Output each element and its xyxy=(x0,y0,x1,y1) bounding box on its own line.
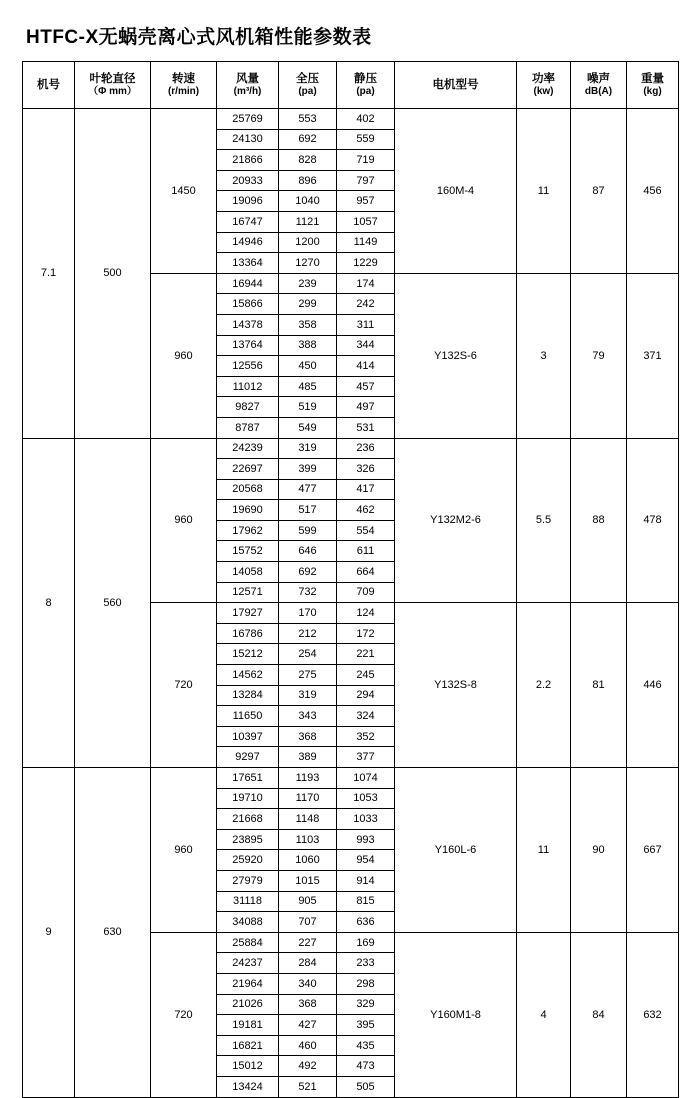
cell-total-pressure: 227 xyxy=(279,932,337,953)
cell-weight: 667 xyxy=(627,768,679,933)
cell-speed: 960 xyxy=(151,438,217,603)
cell-air-volume: 15212 xyxy=(217,644,279,665)
header-static-pressure xyxy=(337,62,395,109)
cell-static-pressure: 311 xyxy=(337,314,395,335)
cell-air-volume: 24130 xyxy=(217,129,279,150)
header-unit: （Φ mm） xyxy=(88,85,137,97)
cell-total-pressure: 692 xyxy=(279,562,337,583)
cell-air-volume: 27979 xyxy=(217,870,279,891)
cell-static-pressure: 324 xyxy=(337,706,395,727)
cell-motor-model: 160M-4 xyxy=(395,109,517,274)
cell-weight: 456 xyxy=(627,109,679,274)
cell-air-volume: 14378 xyxy=(217,314,279,335)
cell-total-pressure: 275 xyxy=(279,665,337,686)
cell-total-pressure: 517 xyxy=(279,500,337,521)
cell-weight: 446 xyxy=(627,603,679,768)
cell-total-pressure: 492 xyxy=(279,1056,337,1077)
cell-static-pressure: 1057 xyxy=(337,211,395,232)
cell-air-volume: 19710 xyxy=(217,788,279,809)
cell-static-pressure: 554 xyxy=(337,520,395,541)
cell-static-pressure: 169 xyxy=(337,932,395,953)
header-unit: (m³/h) xyxy=(233,85,262,97)
header-weight xyxy=(627,62,679,109)
cell-machine-no: 8 xyxy=(23,438,75,768)
cell-impeller-diameter: 630 xyxy=(75,768,151,1098)
header-label: 电机型号 xyxy=(432,78,479,91)
cell-air-volume: 9827 xyxy=(217,397,279,418)
page-title: HTFC-X无蜗壳离心式风机箱性能参数表 xyxy=(26,27,372,48)
cell-static-pressure: 352 xyxy=(337,726,395,747)
header-total-pressure xyxy=(279,62,337,109)
cell-total-pressure: 368 xyxy=(279,994,337,1015)
cell-air-volume: 16821 xyxy=(217,1035,279,1056)
cell-speed: 960 xyxy=(151,768,217,933)
table-row xyxy=(23,438,679,459)
cell-static-pressure: 457 xyxy=(337,376,395,397)
cell-air-volume: 19096 xyxy=(217,191,279,212)
cell-motor-model: Y160M1-8 xyxy=(395,932,517,1097)
cell-static-pressure: 233 xyxy=(337,953,395,974)
cell-air-volume: 13424 xyxy=(217,1076,279,1097)
cell-static-pressure: 414 xyxy=(337,356,395,377)
table-row xyxy=(23,768,679,789)
cell-total-pressure: 1060 xyxy=(279,850,337,871)
cell-total-pressure: 828 xyxy=(279,150,337,171)
cell-air-volume: 16747 xyxy=(217,211,279,232)
cell-power: 11 xyxy=(517,109,571,274)
cell-static-pressure: 954 xyxy=(337,850,395,871)
cell-machine-no: 9 xyxy=(23,768,75,1098)
table-header xyxy=(23,62,679,109)
cell-static-pressure: 435 xyxy=(337,1035,395,1056)
cell-power: 4 xyxy=(517,932,571,1097)
cell-static-pressure: 294 xyxy=(337,685,395,706)
cell-total-pressure: 299 xyxy=(279,294,337,315)
cell-total-pressure: 599 xyxy=(279,520,337,541)
cell-power: 5.5 xyxy=(517,438,571,603)
header-label: 噪声 xyxy=(587,72,610,85)
cell-total-pressure: 399 xyxy=(279,459,337,480)
cell-total-pressure: 340 xyxy=(279,973,337,994)
cell-power: 11 xyxy=(517,768,571,933)
cell-total-pressure: 212 xyxy=(279,623,337,644)
cell-total-pressure: 549 xyxy=(279,417,337,438)
header-unit: (pa) xyxy=(298,85,317,97)
header-unit: (r/min) xyxy=(167,85,200,97)
cell-air-volume: 14058 xyxy=(217,562,279,583)
cell-total-pressure: 1200 xyxy=(279,232,337,253)
cell-static-pressure: 815 xyxy=(337,891,395,912)
cell-total-pressure: 905 xyxy=(279,891,337,912)
cell-air-volume: 21866 xyxy=(217,150,279,171)
cell-static-pressure: 377 xyxy=(337,747,395,768)
cell-air-volume: 20933 xyxy=(217,170,279,191)
cell-static-pressure: 797 xyxy=(337,170,395,191)
cell-static-pressure: 298 xyxy=(337,973,395,994)
cell-air-volume: 22697 xyxy=(217,459,279,480)
cell-air-volume: 14562 xyxy=(217,665,279,686)
header-row xyxy=(23,62,679,109)
cell-air-volume: 24239 xyxy=(217,438,279,459)
cell-static-pressure: 172 xyxy=(337,623,395,644)
cell-static-pressure: 221 xyxy=(337,644,395,665)
cell-total-pressure: 319 xyxy=(279,685,337,706)
cell-total-pressure: 732 xyxy=(279,582,337,603)
cell-weight: 632 xyxy=(627,932,679,1097)
header-label: 功率 xyxy=(532,72,555,85)
cell-total-pressure: 254 xyxy=(279,644,337,665)
cell-air-volume: 17927 xyxy=(217,603,279,624)
cell-static-pressure: 957 xyxy=(337,191,395,212)
cell-air-volume: 13284 xyxy=(217,685,279,706)
cell-air-volume: 8787 xyxy=(217,417,279,438)
cell-static-pressure: 344 xyxy=(337,335,395,356)
cell-air-volume: 13364 xyxy=(217,253,279,274)
cell-speed: 720 xyxy=(151,603,217,768)
cell-static-pressure: 329 xyxy=(337,994,395,1015)
cell-static-pressure: 395 xyxy=(337,1015,395,1036)
cell-noise: 87 xyxy=(571,109,627,274)
cell-static-pressure: 1033 xyxy=(337,809,395,830)
cell-impeller-diameter: 560 xyxy=(75,438,151,768)
cell-total-pressure: 1121 xyxy=(279,211,337,232)
cell-total-pressure: 1193 xyxy=(279,768,337,789)
cell-air-volume: 31118 xyxy=(217,891,279,912)
cell-static-pressure: 719 xyxy=(337,150,395,171)
header-label: 风量 xyxy=(236,72,259,85)
header-unit: (kg) xyxy=(643,85,662,97)
cell-air-volume: 17651 xyxy=(217,768,279,789)
header-speed xyxy=(151,62,217,109)
cell-static-pressure: 236 xyxy=(337,438,395,459)
cell-weight: 478 xyxy=(627,438,679,603)
cell-speed: 1450 xyxy=(151,109,217,274)
cell-total-pressure: 460 xyxy=(279,1035,337,1056)
cell-impeller-diameter: 500 xyxy=(75,109,151,439)
cell-air-volume: 21668 xyxy=(217,809,279,830)
cell-total-pressure: 358 xyxy=(279,314,337,335)
cell-static-pressure: 473 xyxy=(337,1056,395,1077)
header-impeller-diameter xyxy=(75,62,151,109)
cell-static-pressure: 1149 xyxy=(337,232,395,253)
cell-motor-model: Y132S-6 xyxy=(395,273,517,438)
cell-total-pressure: 519 xyxy=(279,397,337,418)
cell-air-volume: 21964 xyxy=(217,973,279,994)
header-label: 静压 xyxy=(354,72,377,85)
cell-air-volume: 25920 xyxy=(217,850,279,871)
cell-static-pressure: 1074 xyxy=(337,768,395,789)
cell-total-pressure: 485 xyxy=(279,376,337,397)
cell-air-volume: 25769 xyxy=(217,109,279,130)
cell-static-pressure: 914 xyxy=(337,870,395,891)
cell-air-volume: 9297 xyxy=(217,747,279,768)
cell-air-volume: 21026 xyxy=(217,994,279,1015)
cell-static-pressure: 611 xyxy=(337,541,395,562)
cell-static-pressure: 664 xyxy=(337,562,395,583)
cell-air-volume: 19181 xyxy=(217,1015,279,1036)
cell-total-pressure: 1015 xyxy=(279,870,337,891)
cell-air-volume: 12571 xyxy=(217,582,279,603)
cell-static-pressure: 242 xyxy=(337,294,395,315)
cell-static-pressure: 531 xyxy=(337,417,395,438)
header-noise xyxy=(571,62,627,109)
cell-total-pressure: 521 xyxy=(279,1076,337,1097)
cell-static-pressure: 402 xyxy=(337,109,395,130)
header-label: 机号 xyxy=(37,78,60,91)
cell-static-pressure: 497 xyxy=(337,397,395,418)
cell-total-pressure: 368 xyxy=(279,726,337,747)
cell-motor-model: Y132S-8 xyxy=(395,603,517,768)
cell-air-volume: 24237 xyxy=(217,953,279,974)
cell-power: 3 xyxy=(517,273,571,438)
header-label: 叶轮直径 xyxy=(89,72,136,85)
cell-static-pressure: 559 xyxy=(337,129,395,150)
header-motor-model xyxy=(395,62,517,109)
cell-air-volume: 10397 xyxy=(217,726,279,747)
cell-static-pressure: 505 xyxy=(337,1076,395,1097)
cell-air-volume: 13764 xyxy=(217,335,279,356)
header-unit: (kw) xyxy=(533,85,554,97)
cell-noise: 81 xyxy=(571,603,627,768)
cell-total-pressure: 343 xyxy=(279,706,337,727)
cell-air-volume: 25884 xyxy=(217,932,279,953)
header-air-volume xyxy=(217,62,279,109)
cell-static-pressure: 326 xyxy=(337,459,395,480)
cell-static-pressure: 993 xyxy=(337,829,395,850)
cell-total-pressure: 1103 xyxy=(279,829,337,850)
cell-air-volume: 11012 xyxy=(217,376,279,397)
cell-speed: 960 xyxy=(151,273,217,438)
cell-noise: 88 xyxy=(571,438,627,603)
cell-air-volume: 16944 xyxy=(217,273,279,294)
cell-static-pressure: 417 xyxy=(337,479,395,500)
cell-speed: 720 xyxy=(151,932,217,1097)
cell-total-pressure: 427 xyxy=(279,1015,337,1036)
cell-total-pressure: 389 xyxy=(279,747,337,768)
cell-noise: 84 xyxy=(571,932,627,1097)
cell-static-pressure: 124 xyxy=(337,603,395,624)
cell-total-pressure: 896 xyxy=(279,170,337,191)
cell-total-pressure: 319 xyxy=(279,438,337,459)
header-unit: dB(A) xyxy=(584,85,613,97)
cell-total-pressure: 170 xyxy=(279,603,337,624)
cell-total-pressure: 1148 xyxy=(279,809,337,830)
header-label: 全压 xyxy=(296,72,319,85)
cell-total-pressure: 1270 xyxy=(279,253,337,274)
cell-total-pressure: 553 xyxy=(279,109,337,130)
cell-total-pressure: 692 xyxy=(279,129,337,150)
cell-total-pressure: 646 xyxy=(279,541,337,562)
cell-total-pressure: 1040 xyxy=(279,191,337,212)
cell-static-pressure: 462 xyxy=(337,500,395,521)
cell-static-pressure: 636 xyxy=(337,912,395,933)
cell-air-volume: 15752 xyxy=(217,541,279,562)
table-row xyxy=(23,109,679,130)
cell-static-pressure: 174 xyxy=(337,273,395,294)
header-label: 转速 xyxy=(172,72,195,85)
performance-parameter-table xyxy=(22,61,679,1098)
cell-static-pressure: 709 xyxy=(337,582,395,603)
cell-motor-model: Y132M2-6 xyxy=(395,438,517,603)
cell-air-volume: 16786 xyxy=(217,623,279,644)
table-body xyxy=(23,109,679,1098)
cell-total-pressure: 477 xyxy=(279,479,337,500)
cell-air-volume: 11650 xyxy=(217,706,279,727)
cell-air-volume: 34088 xyxy=(217,912,279,933)
cell-total-pressure: 707 xyxy=(279,912,337,933)
cell-total-pressure: 239 xyxy=(279,273,337,294)
cell-total-pressure: 388 xyxy=(279,335,337,356)
cell-air-volume: 15012 xyxy=(217,1056,279,1077)
cell-total-pressure: 284 xyxy=(279,953,337,974)
cell-power: 2.2 xyxy=(517,603,571,768)
cell-air-volume: 17962 xyxy=(217,520,279,541)
cell-weight: 371 xyxy=(627,273,679,438)
header-unit: (pa) xyxy=(356,85,375,97)
cell-noise: 90 xyxy=(571,768,627,933)
cell-air-volume: 12556 xyxy=(217,356,279,377)
header-machine-no xyxy=(23,62,75,109)
cell-noise: 79 xyxy=(571,273,627,438)
header-label: 重量 xyxy=(641,72,664,85)
cell-air-volume: 15866 xyxy=(217,294,279,315)
cell-air-volume: 23895 xyxy=(217,829,279,850)
cell-static-pressure: 245 xyxy=(337,665,395,686)
cell-air-volume: 19690 xyxy=(217,500,279,521)
cell-static-pressure: 1053 xyxy=(337,788,395,809)
cell-machine-no: 7.1 xyxy=(23,109,75,439)
cell-motor-model: Y160L-6 xyxy=(395,768,517,933)
cell-static-pressure: 1229 xyxy=(337,253,395,274)
header-power xyxy=(517,62,571,109)
cell-air-volume: 14946 xyxy=(217,232,279,253)
cell-total-pressure: 1170 xyxy=(279,788,337,809)
cell-total-pressure: 450 xyxy=(279,356,337,377)
cell-air-volume: 20568 xyxy=(217,479,279,500)
